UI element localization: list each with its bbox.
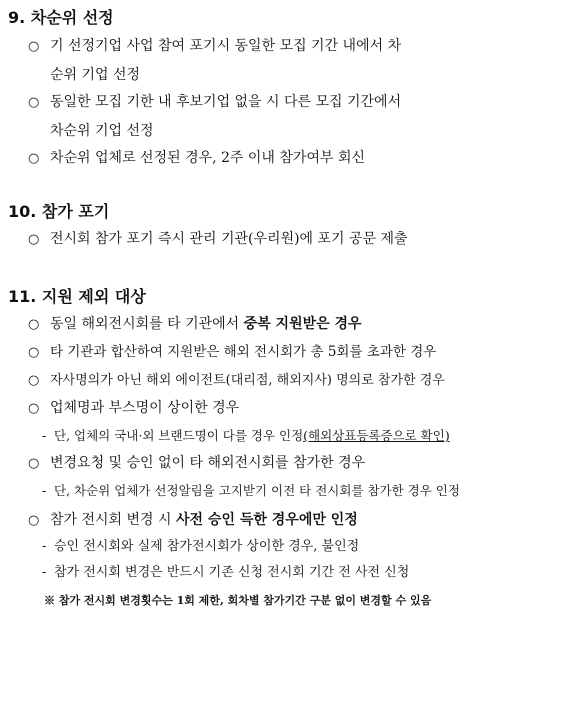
sub-item-text: 단, 차순위 업체가 선정알림을 고지받기 이전 타 전시회를 참가한 경우 인정 [54,483,460,498]
circle-bullet-icon: ○ [28,39,40,54]
item-text-line1: 동일한 모집 기한 내 후보기업 없을 시 다른 모집 기간에서 [50,94,402,110]
item-text-line1: 기 선정기업 사업 참여 포기시 동일한 모집 기간 내에서 차 [50,38,402,54]
item-text-bold: 사전 승인 득한 경우에만 인정 [176,512,358,528]
section-9-heading: 9. 차순위 선정 [8,8,114,27]
item-text: 동일 해외전시회를 타 기관에서 [50,316,244,332]
item-text: 전시회 참가 포기 즉시 관리 기관(우리원)에 포기 공문 제출 [50,231,408,247]
list-item [28,225,558,254]
item-text: 타 기관과 합산하여 지원받은 해외 전시회가 총 5회를 초과한 경우 [50,344,437,360]
sub-item-text: 참가 전시회 변경은 반드시 기존 신청 전시회 기간 전 사전 신청 [54,565,410,580]
list-item [28,366,558,395]
circle-bullet-icon: ○ [28,345,40,360]
circle-bullet-icon: ○ [28,373,40,388]
list-item [28,506,558,535]
item-text-line2: 차순위 기업 선정 [50,123,154,139]
item-text: 참가 전시회 변경 시 [50,512,176,528]
sub-item-underlined-text: (해외상표등록증으로 확인) [303,428,450,443]
list-item [28,310,558,339]
circle-bullet-icon: ○ [28,232,40,247]
circle-bullet-icon: ○ [28,151,40,166]
sub-item-text: 승인 전시회와 실제 참가전시회가 상이한 경우, 불인정 [54,539,360,554]
footnote: ※ 참가 전시회 변경횟수는 1회 제한, 회차별 참가기간 구분 없이 변경할 수 있음 [44,594,432,607]
dash-bullet: - [42,565,47,580]
item-text: 변경요청 및 승인 없이 타 해외전시회를 참가한 경우 [50,455,366,471]
sub-item [42,562,558,584]
list-item [28,449,558,478]
sub-item [42,425,558,448]
item-text: 업체명과 부스명이 상이한 경우 [50,400,240,416]
sub-item [42,480,558,503]
list-item [28,338,558,367]
sub-item [42,536,558,558]
circle-bullet-icon: ○ [28,513,40,528]
circle-bullet-icon: ○ [28,456,40,471]
list-item [28,394,558,423]
item-text: 자사명의가 아닌 해외 에이전트(대리점, 해외지사) 명의로 참가한 경우 [50,373,445,388]
circle-bullet-icon: ○ [28,401,40,416]
list-item [28,144,558,173]
section-11-heading: 11. 지원 제외 대상 [8,287,146,306]
item-text-line2: 순위 기업 선정 [50,67,141,83]
section-10-heading: 10. 참가 포기 [8,202,110,221]
item-text: 차순위 업체로 선정된 경우, 2주 이내 참가여부 회신 [50,150,365,166]
sub-item-text: 단, 업체의 국내·외 브랜드명이 다를 경우 인정 [54,428,304,443]
dash-bullet: - [42,539,47,554]
circle-bullet-icon: ○ [28,95,40,110]
item-text-bold: 중복 지원받은 경우 [243,316,362,332]
dash-bullet: - [42,484,47,499]
circle-bullet-icon: ○ [28,317,40,332]
list-item [28,32,558,89]
dash-bullet: - [42,429,47,444]
list-item [28,88,558,145]
